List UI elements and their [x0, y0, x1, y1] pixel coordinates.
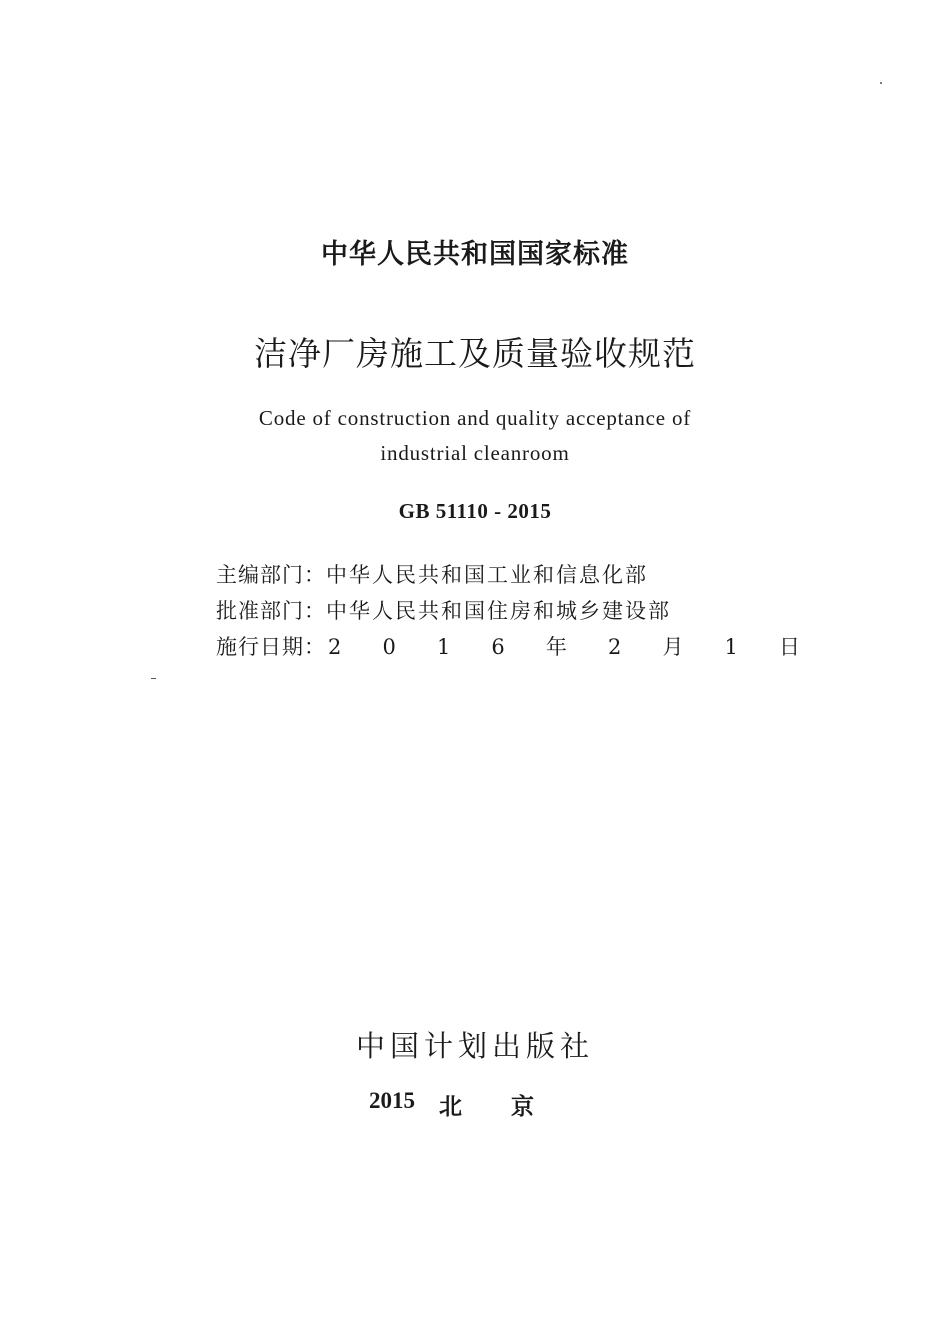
date-part: 年 — [545, 635, 567, 659]
date-part: 0 — [382, 635, 396, 659]
date-part: 2 — [328, 635, 342, 659]
date-value — [328, 629, 800, 665]
standard-series-title: 中华人民共和国国家标准 — [321, 239, 629, 270]
title-english-line-1: Code of construction and quality acceptance of — [258, 406, 692, 430]
date-part: 日 — [779, 635, 800, 659]
approver-value: 中华人民共和国住房和城乡建设部 — [326, 599, 671, 623]
publisher-name: 中国计划出版社 — [355, 1029, 594, 1063]
date-part: 1 — [436, 635, 451, 659]
imprint-city-char-2: 京 — [511, 1094, 534, 1120]
scan-speck — [151, 678, 156, 679]
metadata-block — [216, 557, 800, 665]
title-english-line-2: industrial cleanroom — [380, 441, 570, 465]
imprint-year: 2015 — [369, 1088, 415, 1113]
imprint-line — [369, 1088, 534, 1121]
date-part: 1 — [724, 635, 738, 659]
standard-code: GB 51110 - 2015 — [398, 499, 552, 523]
editor-row — [216, 557, 800, 593]
scan-speck — [880, 82, 882, 84]
approver-label: 批准部门： — [216, 599, 326, 623]
document-title-english — [0, 401, 950, 471]
date-part: 月 — [662, 635, 684, 659]
document-title-chinese: 洁净厂房施工及质量验收规范 — [254, 334, 696, 373]
editor-label: 主编部门： — [216, 563, 326, 587]
date-part: 6 — [491, 635, 505, 659]
date-part: 2 — [607, 635, 622, 659]
effective-date-row — [216, 629, 800, 665]
approver-row — [216, 593, 800, 629]
editor-value: 中华人民共和国工业和信息化部 — [326, 563, 648, 587]
imprint-city-char-1: 北 — [439, 1094, 462, 1120]
date-label: 施行日期： — [216, 635, 326, 659]
